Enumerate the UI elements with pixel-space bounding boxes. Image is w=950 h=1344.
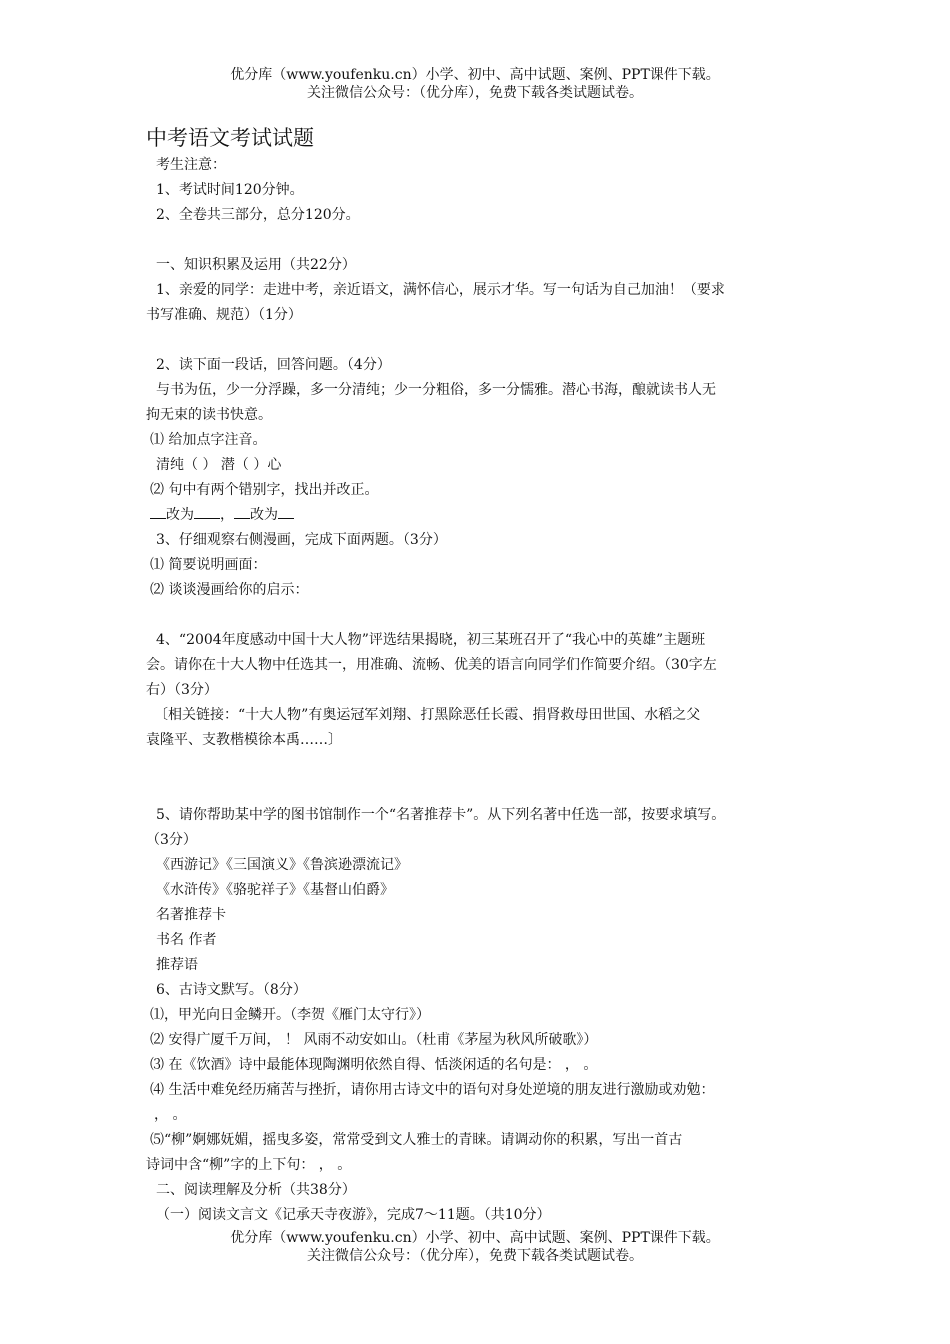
question-5-line-1: 5、请你帮助某中学的图书馆制作一个“名著推荐卡”。从下列名著中任选一部，按要求填写。	[156, 807, 726, 823]
notice-label: 考生注意：	[156, 157, 226, 173]
question-6-item-4-line-1: ⑷ 生活中难免经历痛苦与挫折，请你用古诗文中的语句对身处逆境的朋友进行激励或劝勉：	[150, 1082, 715, 1098]
notice-item-1: 1、考试时间120分钟。	[156, 182, 304, 198]
recommend-card-name-author: 书名 作者	[156, 932, 217, 948]
question-3-sub-2: ⑵ 谈谈漫画给你的启示：	[150, 582, 309, 598]
question-6-title: 6、古诗文默写。（8分）	[156, 982, 307, 998]
question-6-item-2: ⑵ 安得广厦千万间， ！ 风雨不动安如山。（杜甫《茅屋为秋风所破歌》）	[150, 1032, 598, 1048]
question-2-passage-line-1: 与书为伍，少一分浮躁，多一分清纯；少一分粗俗，多一分懦雅。潜心书海，酿就读书人无	[156, 382, 716, 398]
question-4-line-2: 会。请你在十大人物中任选其一，用准确、流畅、优美的语言向同学们作简要介绍。（30字左	[146, 657, 717, 673]
page-header	[0, 66, 950, 102]
question-5-line-2: （3分）	[146, 832, 197, 848]
section-2-title: 二、阅读理解及分析（共38分）	[156, 1182, 356, 1198]
question-2-sub-2: ⑵ 句中有两个错别字，找出并改正。	[150, 482, 379, 498]
question-6-item-1: ⑴，甲光向日金鳞开。（李贺《雁门太守行》）	[150, 1007, 430, 1023]
question-1-line-1: 1、亲爱的同学：走进中考，亲近语文，满怀信心，展示才华。写一句话为自己加油！（要求	[156, 282, 725, 298]
question-2-pinyin-line: 清纯（ ） 潜（ ）心	[156, 457, 282, 473]
section-1-title: 一、知识积累及运用（共22分）	[156, 257, 356, 273]
notice-item-2: 2、全卷共三部分，总分120分。	[156, 207, 360, 223]
question-1-line-2: 书写准确、规范）（1分）	[146, 307, 302, 323]
header-line-2: 关注微信公众号：（优分库），免费下载各类试题试卷。	[307, 85, 643, 101]
footer-line-1: 优分库（www.youfenku.cn）小学、初中、高中试题、案例、PPT课件下载。	[230, 1230, 720, 1246]
question-2-title: 2、读下面一段话，回答问题。（4分）	[156, 357, 391, 373]
correction-label-b: 改为	[250, 507, 278, 523]
question-2-passage-line-2: 拘无束的读书快意。	[146, 407, 272, 423]
recommend-card-comment: 推荐语	[156, 957, 198, 973]
answer-blank	[234, 504, 250, 519]
answer-blank	[150, 504, 166, 519]
correction-separator: ，	[220, 507, 234, 523]
question-6-item-4-line-2: ， 。	[154, 1107, 187, 1123]
page-footer	[0, 1229, 950, 1265]
footer-line-2: 关注微信公众号：（优分库），免费下载各类试题试卷。	[307, 1248, 643, 1264]
question-4-line-1: 4、“2004年度感动中国十大人物”评选结果揭晓，初三某班召开了“我心中的英雄”主题班	[156, 632, 706, 648]
question-5-books-line-1: 《西游记》《三国演义》《鲁滨逊漂流记》	[156, 857, 408, 873]
recommend-card-title: 名著推荐卡	[156, 907, 226, 923]
question-6-item-3: ⑶ 在《饮酒》诗中最能体现陶渊明依然自得、恬淡闲适的名句是： ， 。	[150, 1057, 598, 1073]
answer-blank	[194, 504, 220, 519]
question-4-link-line-2: 袁隆平、支教楷模徐本禹……〕	[146, 732, 342, 748]
section-2-subsection-1: （一）阅读文言文《记承天寺夜游》，完成7～11题。（共10分）	[156, 1207, 551, 1223]
exam-content	[146, 124, 822, 1228]
question-2-correction-line	[146, 503, 822, 528]
header-line-1: 优分库（www.youfenku.cn）小学、初中、高中试题、案例、PPT课件下载。	[230, 67, 720, 83]
question-4-link-line-1: 〔相关链接：“十大人物”有奥运冠军刘翔、打黑除恶任长霞、捐肾救母田世国、水稻之父	[154, 707, 701, 723]
correction-label-a: 改为	[166, 507, 194, 523]
question-6-item-5-line-1: ⑸“柳”婀娜妩媚，摇曳多姿，常常受到文人雅士的青睐。请调动你的积累，写出一首古	[150, 1132, 683, 1148]
question-3-sub-1: ⑴ 简要说明画面：	[150, 557, 267, 573]
question-4-line-3: 右）（3分）	[146, 682, 218, 698]
answer-blank	[278, 504, 294, 519]
question-6-item-5-line-2: 诗词中含“柳”字的上下句： ， 。	[146, 1157, 352, 1173]
question-3-title: 3、仔细观察右侧漫画，完成下面两题。（3分）	[156, 532, 447, 548]
page-title: 中考语文考试试题	[146, 126, 314, 150]
question-5-books-line-2: 《水浒传》《骆驼祥子》《基督山伯爵》	[156, 882, 394, 898]
question-2-sub-1: ⑴ 给加点字注音。	[150, 432, 267, 448]
